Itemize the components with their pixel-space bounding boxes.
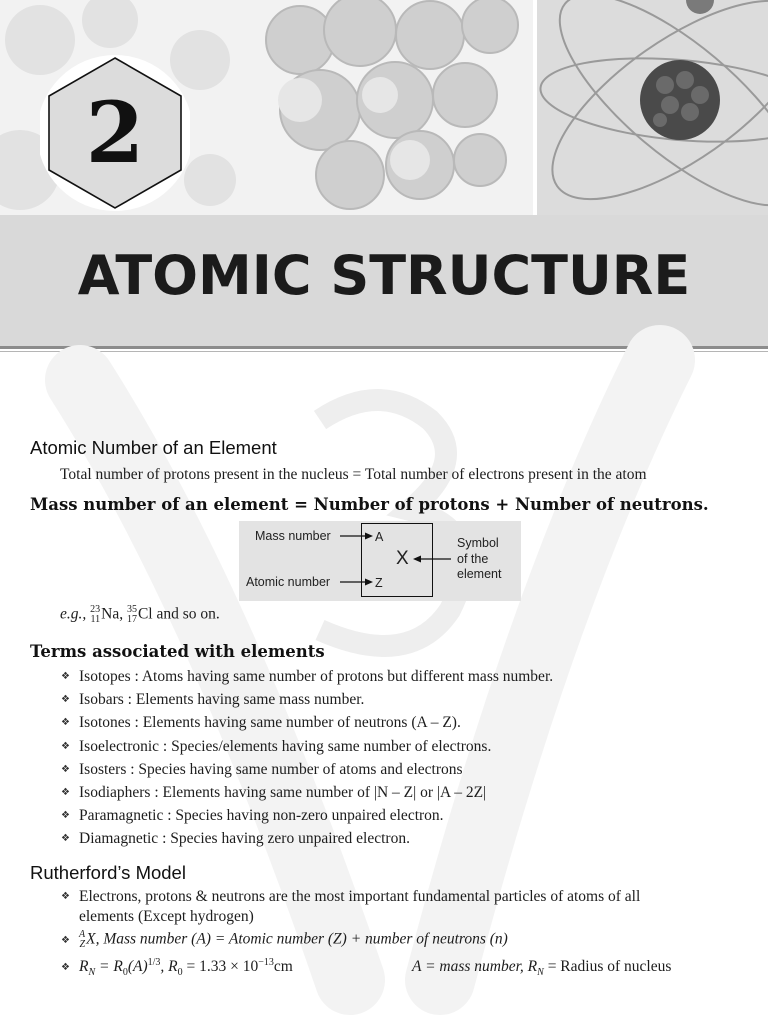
list-item: Isobars : Elements having same mass number. bbox=[79, 691, 365, 708]
symbol-A: A bbox=[375, 530, 384, 544]
list-item: Diamagnetic : Species having zero unpaired electron. bbox=[79, 830, 410, 847]
diamond-bullet-icon: ❖ bbox=[61, 764, 70, 775]
diamond-bullet-icon: ❖ bbox=[61, 671, 70, 682]
mass-number-label: Mass number bbox=[255, 529, 331, 543]
list-item: Isotopes : Atoms having same number of protons but different mass number. bbox=[79, 668, 554, 685]
chapter-title: ATOMIC STRUCTURE bbox=[77, 244, 691, 307]
diamond-bullet-icon: ❖ bbox=[61, 787, 70, 798]
list-item: Isodiaphers : Elements having same number of |N – Z| or |A – 2Z| bbox=[79, 784, 487, 801]
cl-symbol: Cl and so on. bbox=[137, 605, 220, 623]
diamond-bullet-icon: ❖ bbox=[61, 741, 70, 752]
chapter-number: 2 bbox=[85, 82, 145, 182]
cl-notation: 35 17 bbox=[126, 604, 137, 625]
list-item: Isotones : Elements having same number of neutrons (A – Z). bbox=[79, 714, 461, 731]
rutherford-item-3: $R_N = R_0(A)^{1/3}$, $R_0 = 1.33 \times 10^{-13}cm$ bbox=[79, 956, 293, 979]
list-item: Isosters : Species having same number of atoms and electrons bbox=[79, 761, 463, 778]
diamond-bullet-icon: ❖ bbox=[61, 962, 70, 973]
rutherford-item-1-line1: Electrons, protons & neutrons are the most important fundamental particles of atoms of all bbox=[79, 888, 641, 905]
example-line bbox=[60, 605, 220, 625]
list-item: Paramagnetic : Species having non-zero unpaired electron. bbox=[79, 807, 444, 824]
symbol-label-line1: Symbol bbox=[457, 536, 499, 550]
na-symbol: Na, bbox=[101, 605, 124, 623]
diamond-bullet-icon: ❖ bbox=[61, 694, 70, 705]
diamond-bullet-icon: ❖ bbox=[61, 935, 70, 946]
na-notation: 23 11 bbox=[90, 604, 101, 625]
section-heading-terms: Terms associated with elements bbox=[30, 642, 325, 661]
symbol-X: X bbox=[396, 548, 409, 569]
header-artwork bbox=[0, 0, 768, 215]
list-item: Isoelectronic : Species/elements having same number of electrons. bbox=[79, 738, 492, 755]
nuclide-relation-text: X, Mass number (A) = Atomic number (Z) + number of neutrons (n) bbox=[86, 930, 508, 948]
nuclide-notation-diagram bbox=[239, 521, 521, 601]
rutherford-item-1-line2: elements (Except hydrogen) bbox=[79, 908, 254, 925]
symbol-label-line2: of the bbox=[457, 552, 489, 566]
nuclide-notation: A Z bbox=[79, 929, 86, 950]
diamond-bullet-icon: ❖ bbox=[61, 717, 70, 728]
example-prefix: e.g., bbox=[60, 605, 87, 623]
diamond-bullet-icon: ❖ bbox=[61, 891, 70, 902]
symbol-Z: Z bbox=[375, 576, 383, 590]
diamond-bullet-icon: ❖ bbox=[61, 833, 70, 844]
section-heading-atomic-number: Atomic Number of an Element bbox=[30, 437, 277, 458]
atomic-number-definition: Total number of protons present in the nucleus = Total number of electrons present in the atom bbox=[60, 466, 647, 483]
section-heading-rutherford: Rutherford’s Model bbox=[30, 862, 186, 883]
atomic-number-label: Atomic number bbox=[246, 575, 331, 589]
mass-number-statement: Mass number of an element = Number of protons + Number of neutrons. bbox=[30, 495, 709, 514]
symbol-label-line3: element bbox=[457, 567, 502, 581]
rutherford-item-3-note: A = mass number, $R_N$ = Radius of nucleus bbox=[412, 958, 672, 979]
diamond-bullet-icon: ❖ bbox=[61, 810, 70, 821]
rutherford-item-2 bbox=[79, 930, 508, 950]
